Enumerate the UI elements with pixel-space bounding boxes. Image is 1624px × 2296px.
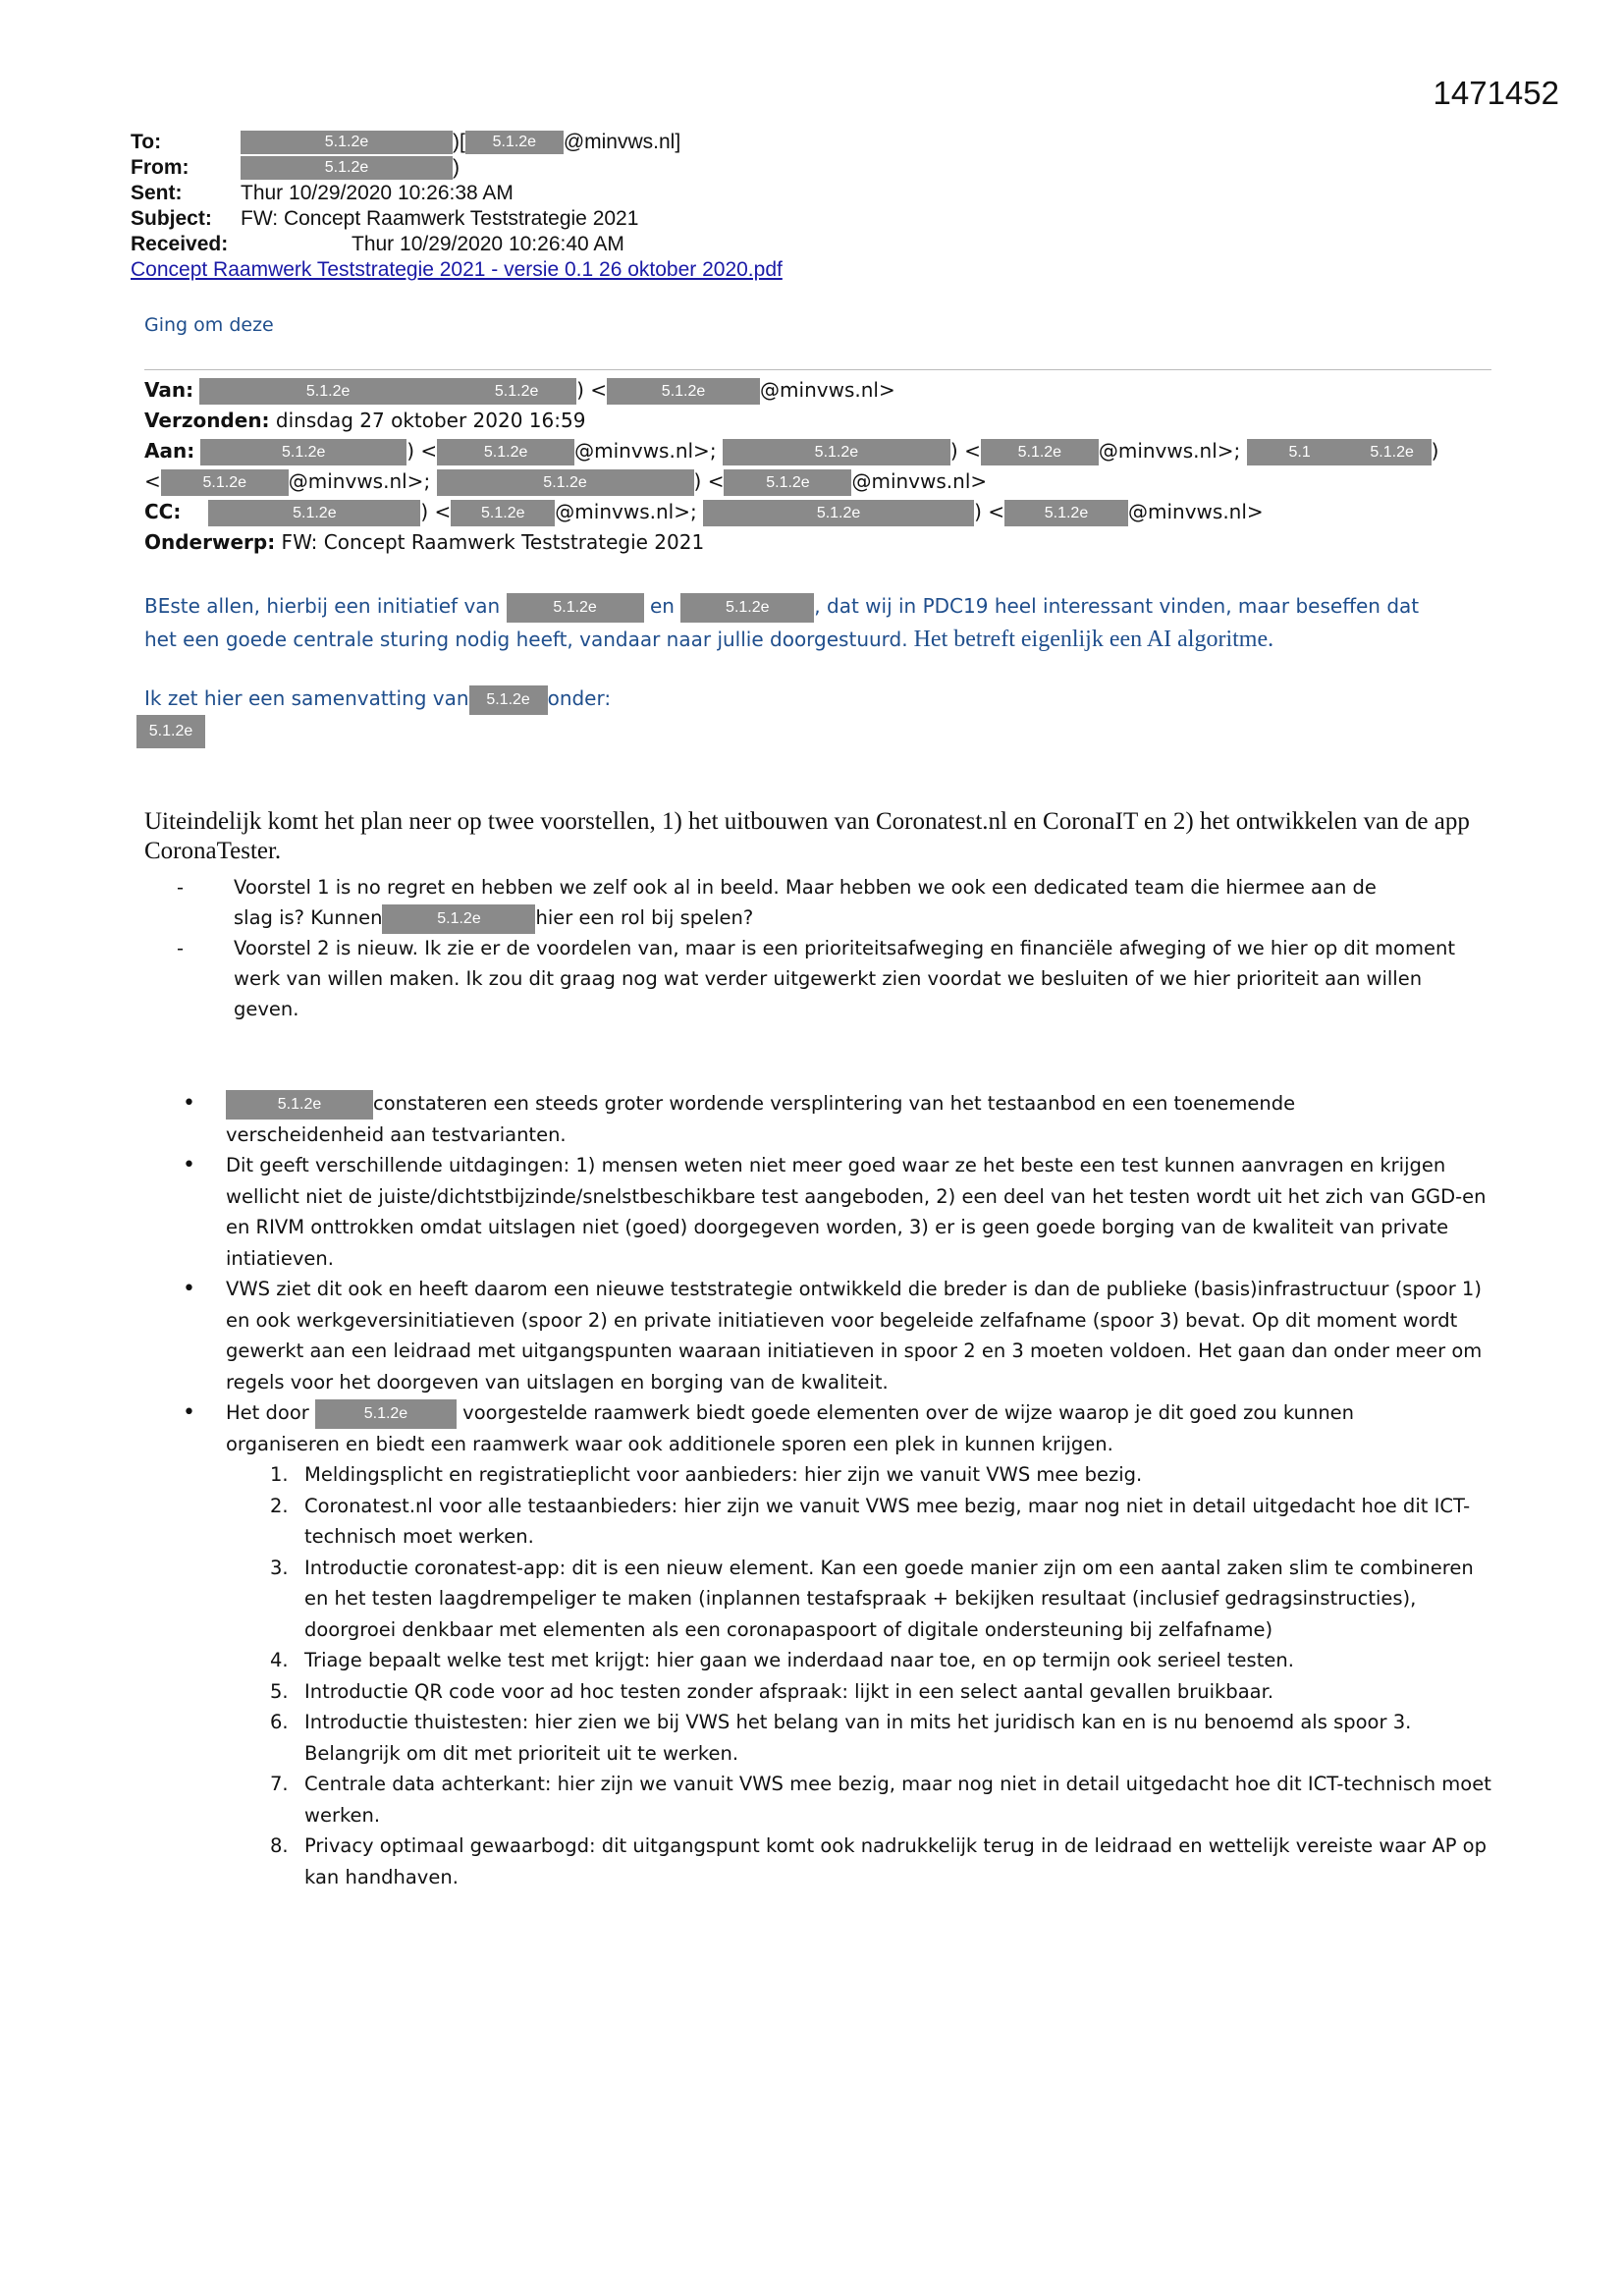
redaction: 5.1.2e — [1353, 439, 1432, 465]
redaction: 5.1.2e — [437, 439, 574, 465]
numbered-list — [177, 1459, 1497, 1892]
subject-row — [131, 206, 783, 232]
verzonden-value: dinsdag 27 oktober 2020 16:59 — [269, 409, 586, 432]
numbered-item — [177, 1769, 1497, 1831]
to-label: To: — [131, 131, 162, 153]
redaction: 5.1.2e — [136, 715, 205, 748]
numbered-item — [177, 1831, 1497, 1892]
numbered-item — [177, 1707, 1497, 1769]
d1-text-c: hier een rol bij spelen? — [535, 906, 754, 929]
van-domain: @minvws.nl> — [760, 378, 895, 402]
p2-text-b: onder: — [547, 686, 612, 710]
redaction: 5.1.2e — [1004, 500, 1128, 526]
domain-end: @minvws.nl> — [1127, 500, 1264, 523]
summary-intro: Uiteindelijk komt het plan neer op twee voorstellen, 1) het uitbouwen van Coronatest.nl en CoronaIT en 2) het ontwikkelen van de app CoronaTester. — [144, 808, 1470, 864]
b3-text: VWS ziet dit ook en heeft daarom een nieuwe teststrategie ontwikkeld die breder is dan de publieke (basis)infrastructuur (spoor 1) en ook werkgeversinitiatieven (spoor 2) en private initiatieven voor begeleide zelfafname (spoor 3) bevat. Op dit moment wordt gewerkt aan een leidraad met uitgangspunten waaraan initiatieven in spoor 2 en 3 moeten voldoen. Het gaan dan onder meer om regels voor het doorgeven van uitslagen en borging van de kwaliteit. — [226, 1278, 1483, 1394]
p1-text-c: het een goede centrale sturing nodig heeft, vandaar naar jullie doorgestuurd. — [144, 628, 908, 651]
lt: ) < — [974, 500, 1004, 523]
b1-text-a: constateren een steeds groter wordende versplintering van het testaanbod en een toenemende — [373, 1092, 1296, 1115]
subject-label: Subject: — [131, 207, 212, 230]
lt: ) < — [693, 469, 725, 493]
to-row — [131, 130, 783, 155]
p1-text-en: en — [649, 594, 675, 618]
p1-text-a: BEste allen, hierbij een initiatief van — [144, 594, 501, 618]
sent-row — [131, 181, 783, 206]
received-label: Received: — [131, 233, 229, 255]
dash-marker: - — [177, 876, 185, 899]
redaction: 5.1.2e — [241, 131, 453, 154]
bullet-item-1 — [177, 1088, 1497, 1150]
redaction: 5.1.2e — [382, 904, 535, 934]
subject-value: FW: Concept Raamwerk Teststrategie 2021 — [241, 207, 639, 230]
bullet-dot: • — [183, 1400, 195, 1425]
to-separator: )[ — [453, 131, 465, 153]
b4-text-a: Het door — [226, 1401, 309, 1424]
redaction: 5.1.2e — [315, 1399, 457, 1429]
domain-sep: @minvws.nl>; — [574, 439, 717, 463]
redaction: 5.1.2e — [724, 469, 851, 496]
b2-text: Dit geeft verschillende uitdagingen: 1) mensen weten niet meer goed waar ze het beste een test kunnen aanvragen en krijgen wellicht niet de juiste/dichtstbijzinde/snelstbeschikbare test aangeboden, 2) een deel van het testen wordt uit het zich van GGD-en en RIVM onttrokken omdat uitslagen niet (goed) doorgegeven worden, 3) er is geen goede borging van de kwaliteit van private intiatieven. — [226, 1154, 1487, 1270]
item-text: Privacy optimaal gewaarbogd: dit uitgangspunt komt ook nadrukkelijk terug in de leidraad en wettelijk vereiste waar AP op kan handhaven. — [304, 1834, 1487, 1888]
domain-sep: @minvws.nl>; — [288, 469, 431, 493]
p1-text-b: , dat wij in PDC19 heel interessant vinden, maar beseffen dat — [814, 594, 1420, 618]
p2-text-a: Ik zet hier een samenvatting van — [144, 686, 469, 710]
d2-text: Voorstel 2 is nieuw. Ik zie er de voordelen van, maar is een prioriteitsafweging en financiële afweging of we hier op dit moment werk van willen maken. Ik zou dit graag nog wat verder uitgewerkt zien voordat we besluiten of we hier prioriteit aan willen geven. — [234, 937, 1455, 1020]
dash-text — [234, 872, 1492, 934]
from-label: From: — [131, 156, 189, 179]
email-header — [131, 130, 783, 283]
b4-text-c: organiseren en biedt een raamwerk waar ook additionele sporen een plek in kunnen krijgen. — [226, 1432, 1113, 1455]
bullet-item-2 — [177, 1150, 1497, 1274]
item-text: Introductie thuistesten: hier zien we bij VWS het belang van in mits het juridisch kan en is nu benoemd als spoor 3. Belangrijk om dit met prioriteit uit te werken. — [304, 1711, 1412, 1765]
d1-text-b: slag is? Kunnen — [234, 906, 383, 929]
item-number: 2. — [270, 1494, 289, 1517]
from-close: ) — [453, 156, 460, 179]
bullet-dot: • — [183, 1277, 195, 1301]
bullet-list — [177, 1088, 1497, 1892]
redaction: 5.1.2e — [507, 593, 644, 623]
cc-label: CC: — [144, 500, 182, 523]
sent-value: Thur 10/29/2020 10:26:38 AM — [241, 182, 514, 204]
redaction: 5.1.2e — [607, 378, 760, 405]
redaction: 5.1.2e — [465, 131, 564, 154]
redaction: 5.1.2e — [451, 500, 555, 526]
verzonden-label: Verzonden: — [144, 409, 270, 432]
redaction: 5.1.2e — [703, 500, 974, 526]
redaction: 5.1.2e — [457, 378, 576, 405]
b4-text-b: voorgestelde raamwerk biedt goede elementen over de wijze waarop je dit goed zou kunnen — [462, 1401, 1355, 1424]
redaction: 5.1.2e — [723, 439, 950, 465]
to-domain: @minvws.nl] — [563, 131, 681, 153]
domain-sep: @minvws.nl>; — [555, 500, 697, 523]
numbered-item — [177, 1491, 1497, 1553]
intro-line: Ging om deze — [144, 314, 274, 336]
b1-text-b: verscheidenheid aan testvarianten. — [226, 1122, 567, 1146]
item-text: Meldingsplicht en registratieplicht voor aanbieders: hier zijn we vanuit VWS mee bezig. — [304, 1463, 1143, 1486]
redaction: 5.1.2e — [981, 439, 1099, 465]
item-number: 5. — [270, 1679, 289, 1703]
redaction: 5.1.2e — [469, 685, 548, 715]
redaction: 5.1.2e — [680, 593, 814, 623]
domain-sep: @minvws.nl>; — [1098, 439, 1241, 463]
item-number: 1. — [270, 1463, 289, 1486]
received-row — [131, 232, 783, 257]
bullet-dot: • — [183, 1091, 195, 1116]
onderwerp-value: FW: Concept Raamwerk Teststrategie 2021 — [275, 530, 705, 554]
paragraph-1 — [144, 589, 1519, 656]
d1-text-a: Voorstel 1 is no regret en hebben we zelf ook al in beeld. Maar hebben we ook een dedicated team die hiermee aan de — [234, 876, 1377, 899]
redaction: 5.1 — [1247, 439, 1353, 465]
numbered-item — [177, 1645, 1497, 1676]
aan-label: Aan: — [144, 439, 195, 463]
item-number: 7. — [270, 1773, 289, 1795]
redaction: 5.1.2e — [161, 469, 289, 496]
redaction: 5.1.2e — [208, 500, 420, 526]
onderwerp-row — [144, 527, 1438, 558]
aan-row — [144, 436, 1438, 466]
paren: ) — [1431, 439, 1439, 463]
bullet-dot: • — [183, 1153, 195, 1177]
bullet-item-4 — [177, 1397, 1497, 1459]
lt: ) < — [406, 439, 438, 463]
item-text: Triage bepaalt welke test met krijgt: hier gaan we inderdaad naar toe, en op termijn ook serieel testen. — [304, 1649, 1294, 1671]
redaction: 5.1.2e — [241, 156, 453, 180]
p1-serif-text: Het betreft eigenlijk een AI algoritme. — [907, 627, 1274, 652]
sent-label: Sent: — [131, 182, 183, 204]
from-row — [131, 155, 783, 181]
item-text: Introductie coronatest-app: dit is een nieuw element. Kan een goede manier zijn om een aantal zaken slim te combineren en het testen laagdrempeliger te maken (inplannen testafspraak + bekijken resultaat (inclusief gedragsinstructies), doorgroei denkbaar met elementen als een coronapaspoort of digitale ondersteuning bij zelfafname) — [304, 1556, 1474, 1641]
lt: ) < — [949, 439, 981, 463]
domain-end: @minvws.nl> — [851, 469, 988, 493]
item-text: Introductie QR code voor ad hoc testen zonder afspraak: lijkt in een select aantal gevallen bruikbaar. — [304, 1679, 1274, 1703]
verzonden-row — [144, 406, 1438, 436]
redaction: 5.1.2e — [200, 439, 406, 465]
redaction: 5.1.2e — [199, 378, 457, 405]
paragraph-2 — [144, 682, 1519, 715]
dash-item-2 — [177, 933, 1492, 1024]
van-row — [144, 375, 1438, 406]
item-number: 3. — [270, 1556, 289, 1579]
van-label: Van: — [144, 378, 194, 402]
numbered-item — [177, 1676, 1497, 1708]
divider — [144, 369, 1491, 370]
item-text: Centrale data achterkant: hier zijn we vanuit VWS mee bezig, maar nog niet in detail uitgedacht hoe dit ICT-technisch moet werken. — [304, 1773, 1491, 1827]
attachment-link[interactable]: Concept Raamwerk Teststrategie 2021 - versie 0.1 26 oktober 2020.pdf — [131, 258, 783, 281]
numbered-item — [177, 1459, 1497, 1491]
cc-row — [144, 497, 1438, 527]
body-paragraphs — [144, 589, 1519, 748]
numbered-item — [177, 1553, 1497, 1646]
item-number: 6. — [270, 1711, 289, 1733]
aan-row-2 — [144, 466, 1438, 497]
received-value: Thur 10/29/2020 10:26:40 AM — [352, 233, 624, 255]
onderwerp-label: Onderwerp: — [144, 530, 276, 554]
lt: ) < — [420, 500, 452, 523]
document-number: 1471452 — [1433, 75, 1559, 111]
dash-marker: - — [177, 937, 185, 959]
attachment-row — [131, 257, 783, 283]
forwarded-header — [144, 375, 1438, 558]
item-text: Coronatest.nl voor alle testaanbieders: hier zijn we vanuit VWS mee bezig, maar nog niet in detail uitgedacht hoe dit ICT-technisch moet werken. — [304, 1494, 1471, 1548]
dash-item-1 — [177, 872, 1492, 934]
item-number: 8. — [270, 1834, 289, 1857]
redaction: 5.1.2e — [226, 1090, 373, 1120]
bullet-item-3 — [177, 1274, 1497, 1397]
redaction: 5.1.2e — [437, 469, 694, 496]
van-mid: ) < — [576, 378, 608, 402]
lt-only: < — [144, 469, 161, 493]
item-number: 4. — [270, 1649, 289, 1671]
